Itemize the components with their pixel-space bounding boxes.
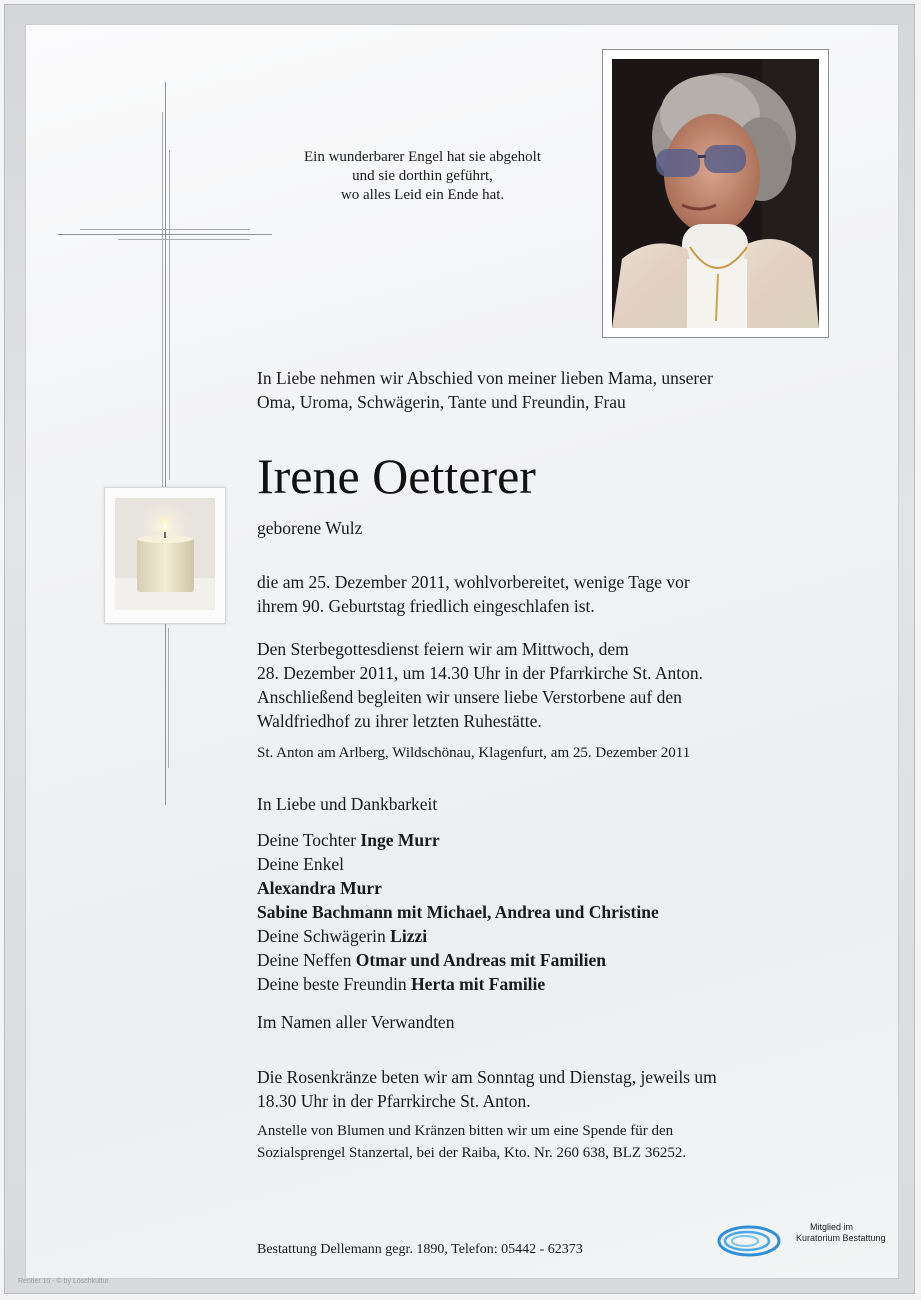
mourner-name: Herta mit Familie xyxy=(411,974,546,994)
memorial-quote xyxy=(255,148,590,205)
logo-line: Kuratorium Bestattung xyxy=(796,1233,886,1243)
candle-frame xyxy=(104,487,226,624)
mourner-name: Inge Murr xyxy=(360,830,440,850)
candle-icon xyxy=(115,498,215,610)
mourner-label: Deine Schwägerin xyxy=(257,926,391,946)
service-line: Anschließend begleiten wir unsere liebe Verstorbene auf den xyxy=(257,687,682,707)
rosary-line: 18.30 Uhr in der Pfarrkirche St. Anton. xyxy=(257,1091,531,1111)
mourner-label: Deine beste Freundin xyxy=(257,974,412,994)
mourner-label: Deine Neffen xyxy=(257,950,356,970)
death-line: ihrem 90. Geburtstag friedlich eingeschlafen ist. xyxy=(257,596,595,616)
mourner-daughter xyxy=(257,828,440,852)
death-line: die am 25. Dezember 2011, wohlvorbereitet, wenige Tage vor xyxy=(257,572,690,592)
place-date: St. Anton am Arlberg, Wildschönau, Klagenfurt, am 25. Dezember 2011 xyxy=(257,745,691,761)
service-line: Den Sterbegottesdienst feiern wir am Mittwoch, dem xyxy=(257,639,629,659)
rosary-line: Die Rosenkränze beten wir am Sonntag und Dienstag, jeweils um xyxy=(257,1067,717,1087)
gratitude-line: In Liebe und Dankbarkeit xyxy=(257,794,438,814)
footnote: Rentier 10 - © by Löschkultur xyxy=(18,1278,109,1285)
mourner-name: Otmar und Andreas mit Familien xyxy=(355,950,607,970)
mourner-name: Alexandra Murr xyxy=(257,878,382,898)
mourner-name: Sabine Bachmann mit Michael, Andrea und Christine xyxy=(257,902,659,922)
portrait-photo xyxy=(612,59,819,328)
quote-line: wo alles Leid ein Ende hat. xyxy=(340,187,505,203)
relatives-line: Im Namen aller Verwandten xyxy=(257,1012,455,1032)
intro-line: In Liebe nehmen wir Abschied von meiner lieben Mama, unserer xyxy=(257,368,713,388)
mourner-label: Deine Enkel xyxy=(257,854,344,874)
donation-line: Anstelle von Blumen und Kränzen bitten wir um eine Spende für den xyxy=(257,1123,674,1139)
mourner-friend xyxy=(257,972,545,996)
portrait-frame xyxy=(602,49,829,338)
mourner-label: Deine Tochter xyxy=(257,830,361,850)
logo-line: Mitglied im xyxy=(810,1222,854,1232)
service-line: Waldfriedhof zu ihrer letzten Ruhestätte. xyxy=(257,711,542,731)
mourner-sister-in-law xyxy=(257,924,427,948)
mourner-name: Lizzi xyxy=(390,926,428,946)
mourner-nephews xyxy=(257,948,606,972)
service-line: 28. Dezember 2011, um 14.30 Uhr in der Pfarrkirche St. Anton. xyxy=(257,663,703,683)
donation-line: Sozialsprengel Stanzertal, bei der Raiba, Kto. Nr. 260 638, BLZ 36252. xyxy=(257,1145,687,1161)
intro-line: Oma, Uroma, Schwägerin, Tante und Freundin, Frau xyxy=(257,392,626,412)
maiden-name: geborene Wulz xyxy=(257,518,363,538)
deceased-name: Irene Oetterer xyxy=(257,448,536,504)
logo-caption xyxy=(796,1222,886,1244)
quote-line: Ein wunderbarer Engel hat sie abgeholt xyxy=(304,149,541,165)
undertaker-line: Bestattung Dellemann gegr. 1890, Telefon: 05442 - 62373 xyxy=(257,1242,583,1257)
quote-line: und sie dorthin geführt, xyxy=(352,168,493,184)
